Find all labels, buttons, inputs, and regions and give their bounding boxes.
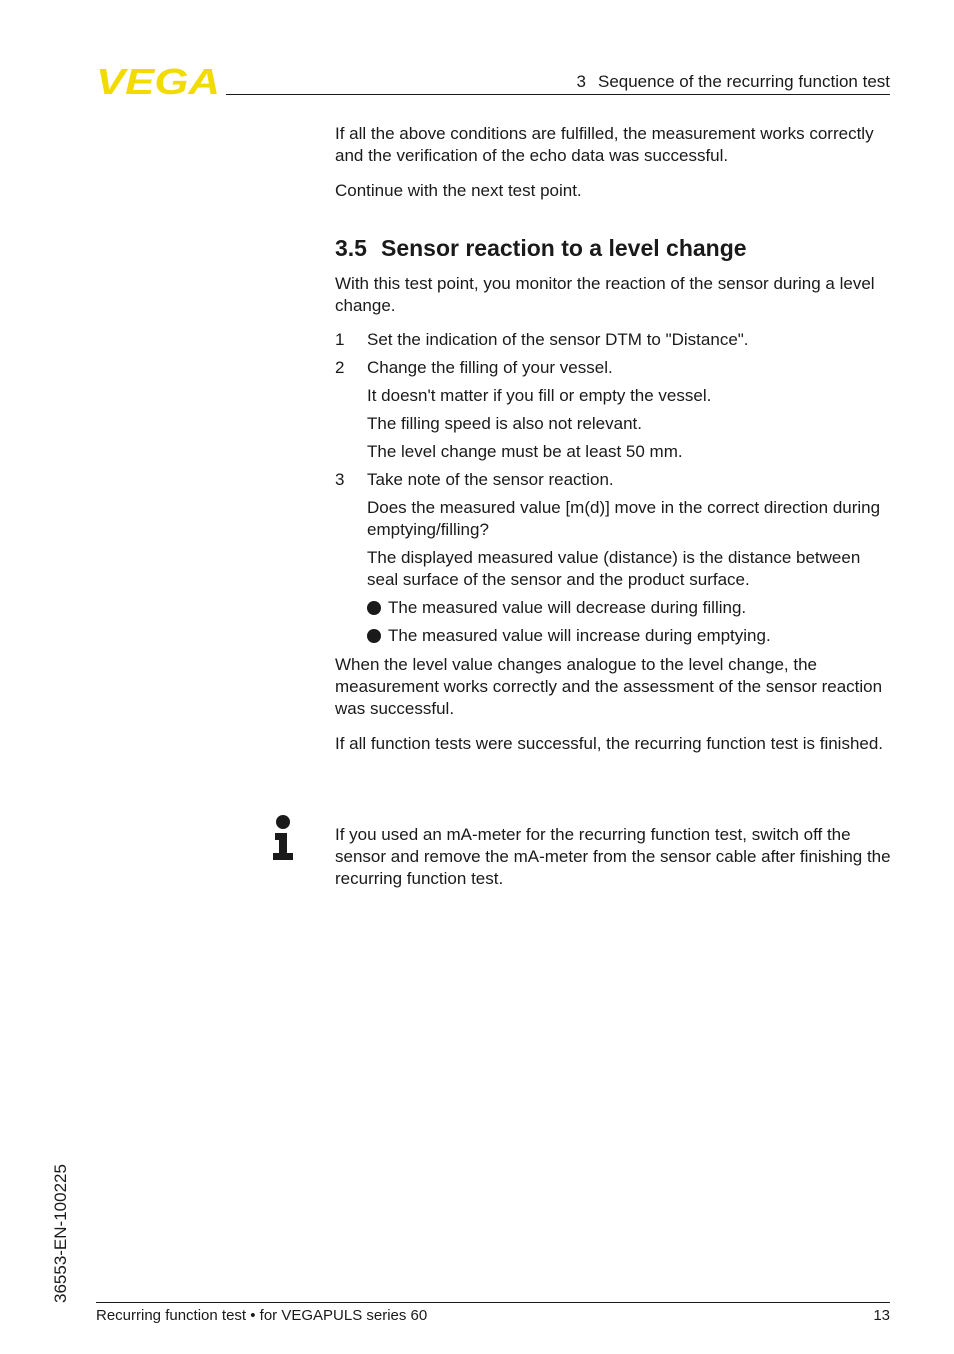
section-lead: With this test point, you monitor the reaction of the sensor during a level change. xyxy=(335,274,875,315)
step-detail: The level change must be at least 50 mm. xyxy=(367,442,683,461)
step-number: 1 xyxy=(335,330,345,349)
note-text: If you used an mA-meter for the recurring function test, switch off the sensor and remove the mA-meter from the sensor cable after finishing the recurring function test. xyxy=(335,825,891,888)
vega-logo xyxy=(96,66,220,96)
result-paragraph: When the level value changes analogue to the level change, the measurement works correctly and the assessment of the sensor reaction was successful. xyxy=(335,655,883,718)
step-detail: The displayed measured value (distance) is the distance between seal surface of the sensor and the product surface. xyxy=(367,548,861,589)
bullet-icon xyxy=(367,601,381,615)
info-icon xyxy=(272,815,294,861)
step-detail: The filling speed is also not relevant. xyxy=(367,414,642,433)
step-number: 2 xyxy=(335,358,345,377)
step-item xyxy=(335,357,895,379)
bullet-item xyxy=(367,597,895,619)
header-section-title: Sequence of the recurring function test xyxy=(597,72,890,91)
step-detail: Does the measured value [m(d)] move in the correct direction during emptying/filling? xyxy=(367,498,881,539)
step-number: 3 xyxy=(335,470,345,489)
intro-paragraph: Continue with the next test point. xyxy=(335,181,582,200)
document-code: 36553-EN-100225 xyxy=(51,1164,70,1303)
header-section-number: 3 xyxy=(576,72,586,91)
step-text: Change the filling of your vessel. xyxy=(367,358,613,377)
intro-paragraph: If all the above conditions are fulfilled, the measurement works correctly and the verification of the echo data was successful. xyxy=(335,124,874,165)
section-title: Sensor reaction to a level change xyxy=(380,235,747,261)
bullet-text: The measured value will decrease during filling. xyxy=(388,598,747,617)
step-detail: It doesn't matter if you fill or empty the vessel. xyxy=(367,386,712,405)
section-heading xyxy=(335,234,895,262)
bullet-icon xyxy=(367,629,381,643)
logo-wordmark: VEGA xyxy=(96,66,220,96)
bullet-text: The measured value will increase during emptying. xyxy=(388,626,771,645)
step-item xyxy=(335,469,895,491)
section-number: 3.5 xyxy=(335,235,367,261)
footer-title: Recurring function test • for VEGAPULS series 60 xyxy=(96,1307,428,1324)
page-number: 13 xyxy=(873,1307,890,1324)
bullet-item xyxy=(367,625,895,647)
footer-rule xyxy=(96,1302,890,1303)
running-header xyxy=(577,72,890,92)
step-text: Take note of the sensor reaction. xyxy=(367,470,614,489)
result-paragraph: If all function tests were successful, the recurring function test is finished. xyxy=(335,734,884,753)
step-item xyxy=(335,329,895,351)
step-text: Set the indication of the sensor DTM to "Distance". xyxy=(367,330,749,349)
header-rule xyxy=(226,94,890,95)
main-content xyxy=(335,123,895,755)
